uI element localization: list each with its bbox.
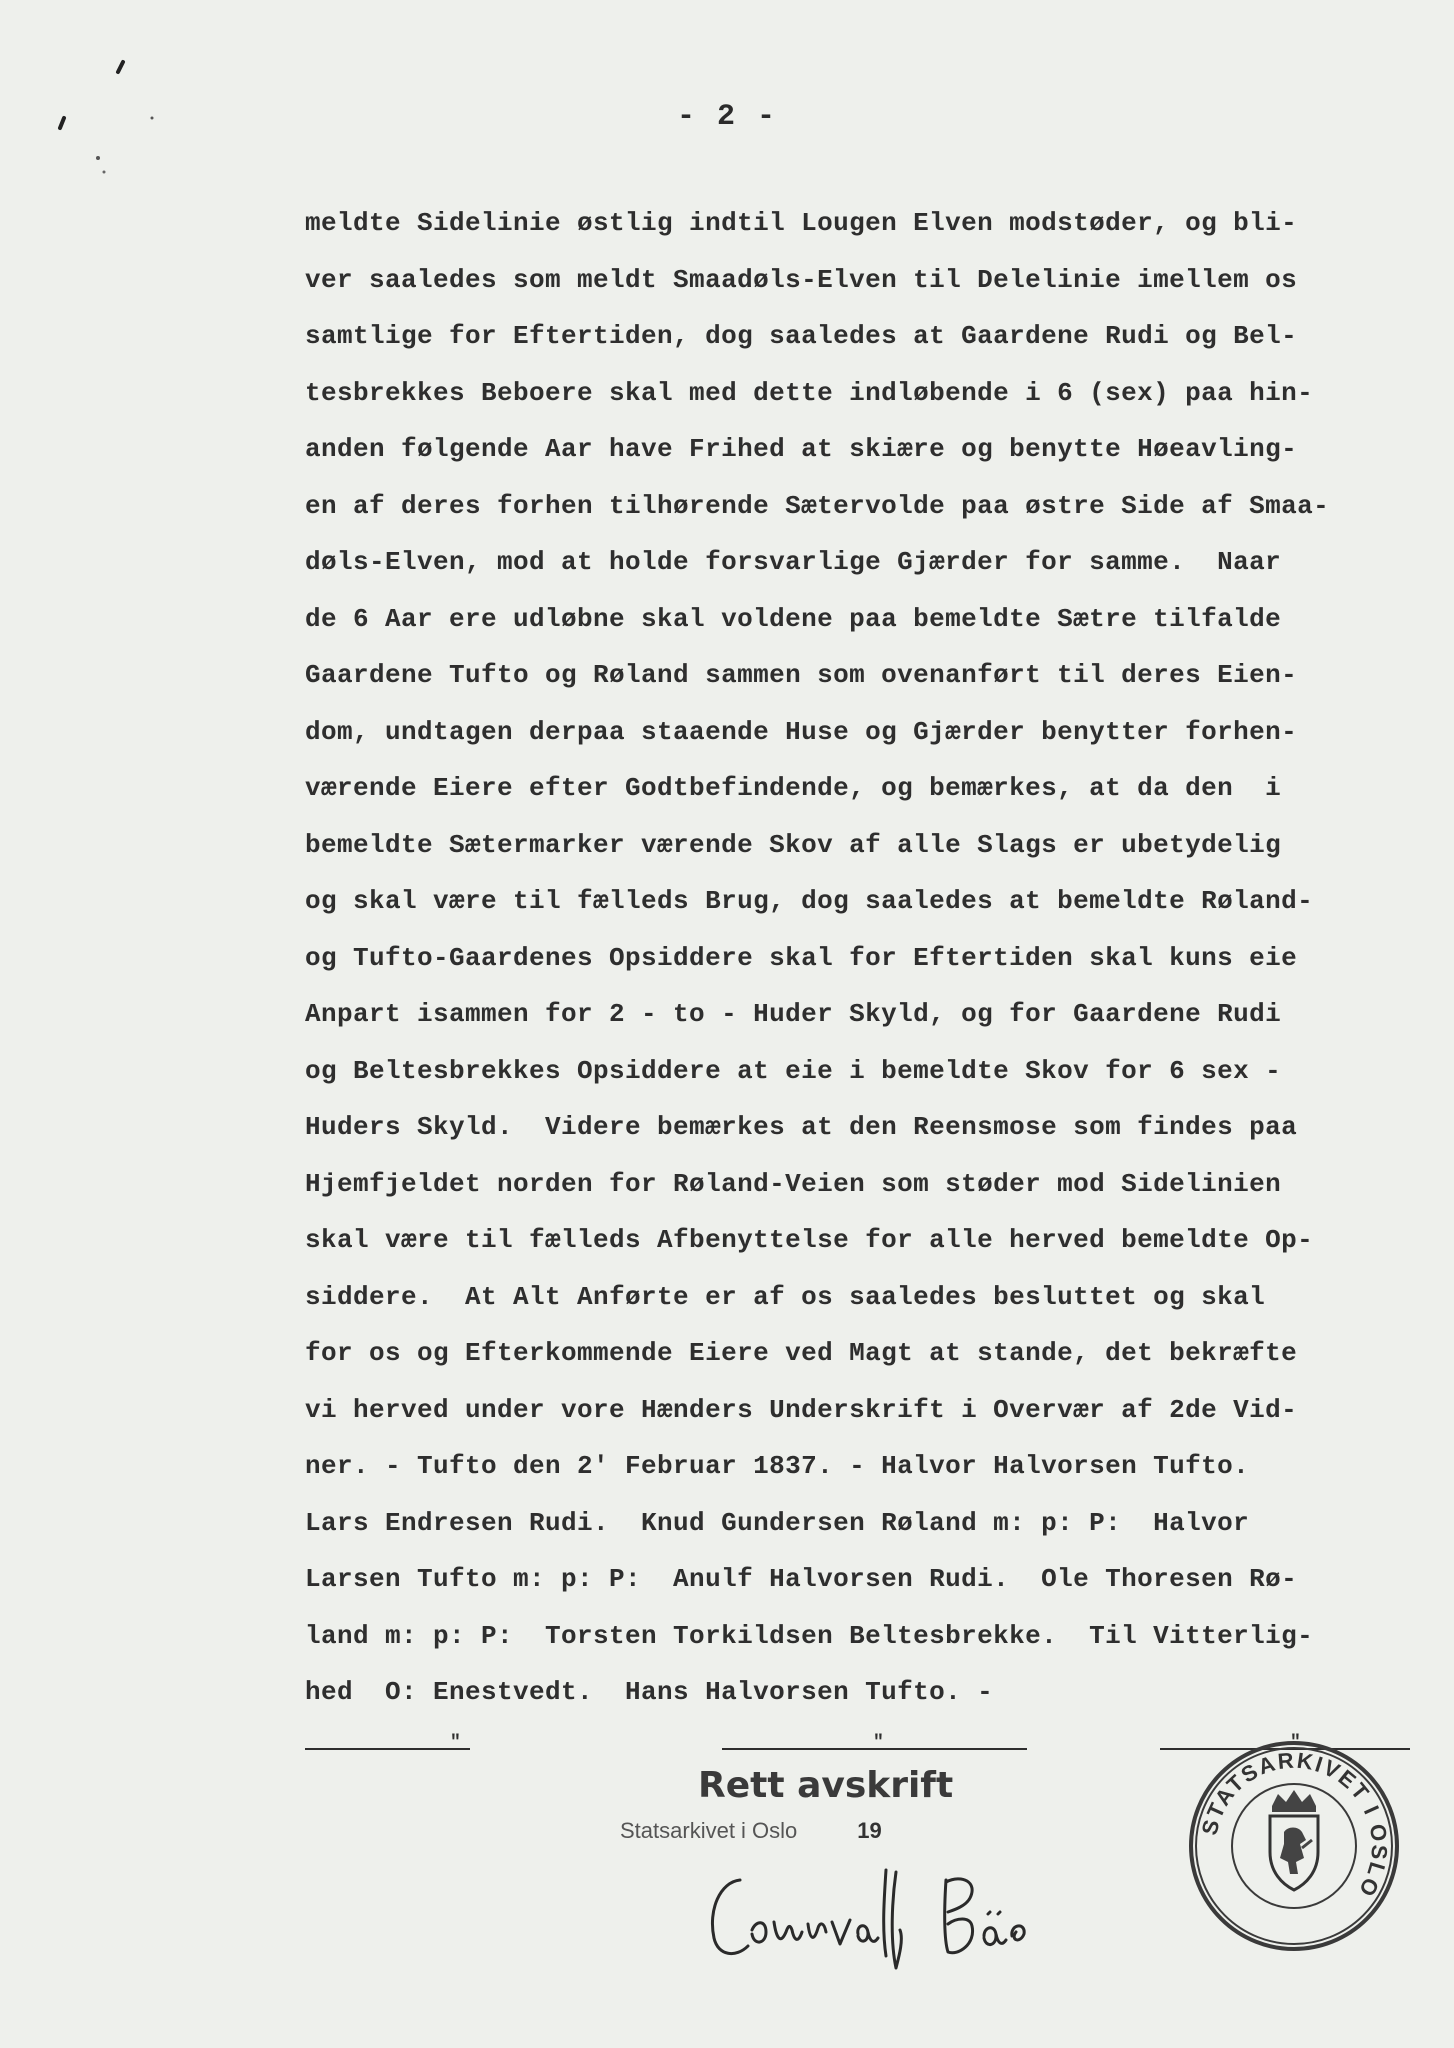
text-line: værende Eiere efter Godtbefindende, og bemærkes, at da den i [305, 773, 1282, 803]
separator-mark-right: " [1290, 1733, 1301, 1753]
certified-copy-heading: Rett avskrift [698, 1765, 954, 1806]
separator-mark-left: " [450, 1733, 461, 1753]
text-line: skal være til fælleds Afbenyttelse for alle herved bemeldte Op- [305, 1225, 1314, 1255]
text-line: Huders Skyld. Videre bemærkes at den Reensmose som findes paa [305, 1112, 1298, 1142]
year-fragment: 19 [857, 1818, 882, 1843]
text-line: bemeldte Sætermarker værende Skov af alle Slags er ubetydelig [305, 829, 1282, 860]
text-line: dom, undtagen derpaa staaende Huse og Gjærder benytter forhen- [305, 716, 1298, 747]
text-line: og skal være til fælleds Brug, dog saaledes at bemeldte Røland- [305, 886, 1314, 916]
text-line: siddere. At Alt Anførte er af os saaledes besluttet og skal [305, 1281, 1266, 1312]
handwritten-signature [700, 1860, 1030, 1970]
svg-text:STATSARKIVET I OSLO: STATSARKIVET I OSLO [1196, 1747, 1393, 1903]
text-line: en af deres forhen tilhørende Sætervolde paa østre Side af Smaa- [305, 490, 1330, 521]
text-line: og Tufto-Gaardenes Opsiddere skal for Eftertiden skal kuns eie [305, 942, 1298, 973]
text-line: land m: p: P: Torsten Torkildsen Beltesbrekke. Til Vitterlig- [305, 1620, 1314, 1651]
text-line: Larsen Tufto m: p: P: Anulf Halvorsen Rudi. Ole Thoresen Rø- [305, 1564, 1298, 1594]
text-line: Lars Endresen Rudi. Knud Gundersen Røland m: p: P: Halvor [305, 1507, 1250, 1538]
archive-seal [1188, 1740, 1400, 1952]
text-line: Gaardene Tufto og Røland sammen som ovenanført til deres Eien- [305, 660, 1298, 690]
archive-name: Statsarkivet i Oslo [620, 1818, 798, 1843]
text-line: Anpart isammen for 2 - to - Huder Skyld, og for Gaardene Rudi [305, 999, 1282, 1029]
separator-rule-left [305, 1748, 470, 1750]
text-line: og Beltesbrekkes Opsiddere at eie i bemeldte Skov for 6 sex - [305, 1055, 1282, 1086]
text-line: for os og Efterkommende Eiere ved Magt at stande, det bekræfte [305, 1338, 1298, 1368]
text-line: døls-Elven, mod at holde forsvarlige Gjærder for samme. Naar [305, 547, 1282, 577]
text-line: samtlige for Eftertiden, dog saaledes at Gaardene Rudi og Bel- [305, 321, 1298, 351]
separator-mark-center: " [873, 1733, 884, 1753]
archive-line [620, 1818, 882, 1844]
text-line: de 6 Aar ere udløbne skal voldene paa bemeldte Sætre tilfalde [305, 603, 1282, 634]
text-line: anden følgende Aar have Frihed at skiære og benytte Høeavling- [305, 434, 1298, 464]
text-line: meldte Sidelinie østlig indtil Lougen Elven modstøder, og bli- [305, 208, 1298, 238]
text-line: vi herved under vore Hænders Underskrift i Overvær af 2de Vid- [305, 1394, 1298, 1425]
text-line: Hjemfjeldet norden for Røland-Veien som støder mod Sidelinien [305, 1168, 1282, 1199]
page-number: - 2 - [676, 100, 777, 134]
text-line: tesbrekkes Beboere skal med dette indløbende i 6 (sex) paa hin- [305, 377, 1314, 408]
typed-body-text [305, 195, 1425, 1721]
text-line: ver saaledes som meldt Smaadøls-Elven til Delelinie imellem os [305, 264, 1298, 295]
text-line: hed O: Enestvedt. Hans Halvorsen Tufto. - [305, 1677, 994, 1707]
text-line: ner. - Tufto den 2' Februar 1837. - Halvor Halvorsen Tufto. [305, 1451, 1250, 1481]
